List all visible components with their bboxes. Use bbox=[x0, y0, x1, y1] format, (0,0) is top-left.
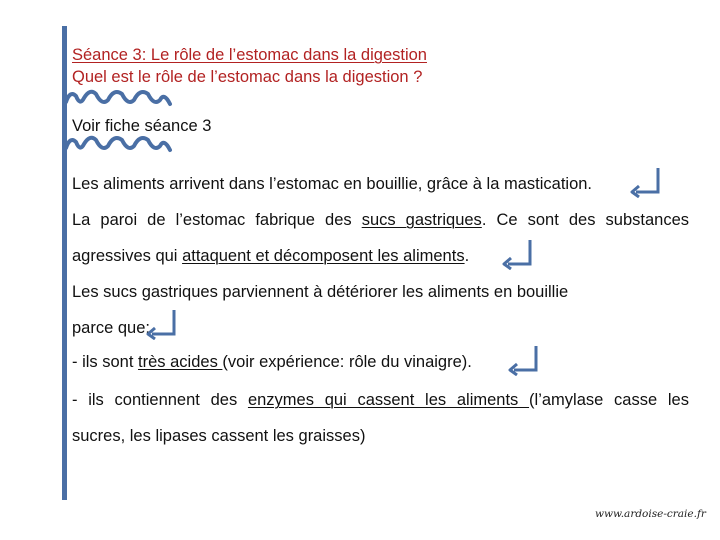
paragraph-7 bbox=[72, 390, 689, 410]
return-arrow-icon bbox=[144, 308, 180, 340]
paragraph-3-end: . bbox=[464, 247, 470, 265]
wave-decoration-bottom bbox=[64, 132, 174, 158]
paragraph-2 bbox=[72, 210, 689, 230]
paragraph-8: sucres, les lipases cassent les graisses) bbox=[72, 427, 366, 445]
paragraph-6 bbox=[72, 352, 472, 372]
paragraph-1: Les aliments arrivent dans l’estomac en bouillie, grâce à la mastication. bbox=[72, 175, 593, 193]
session-question: Quel est le rôle de l’estomac dans la digestion ? bbox=[72, 68, 423, 86]
paragraph-2-text: La paroi de l’estomac fabrique des bbox=[72, 211, 362, 229]
paragraph-2-end: . Ce sont des substances bbox=[481, 211, 689, 229]
wave-decoration-top bbox=[64, 86, 174, 112]
session-title: Séance 3: Le rôle de l’estomac dans la digestion bbox=[72, 46, 427, 64]
page-title bbox=[72, 44, 427, 88]
return-arrow-icon bbox=[628, 166, 664, 198]
voir-fiche-text: Voir fiche séance 3 bbox=[72, 117, 212, 135]
paragraph-7-text: - ils contiennent des bbox=[72, 391, 248, 409]
paragraph-6-text: - ils sont bbox=[72, 353, 139, 371]
paragraph-6-end: (voir expérience: rôle du vinaigre). bbox=[222, 353, 472, 371]
paragraph-7-end: (l’amylase casse les bbox=[529, 391, 689, 409]
sucs-gastriques-term: sucs gastriques bbox=[361, 211, 482, 229]
attaquent-term: attaquent et décomposent les aliments bbox=[182, 247, 465, 265]
source-footer: www.ardoise-craie.fr bbox=[595, 508, 706, 520]
tres-acides-term: très acides bbox=[138, 353, 223, 371]
paragraph-3-text: agressives qui bbox=[72, 247, 183, 265]
return-arrow-icon bbox=[500, 238, 536, 270]
paragraph-4: Les sucs gastriques parviennent à détériorer les aliments en bouillie bbox=[72, 283, 569, 301]
enzymes-term: enzymes qui cassent les aliments bbox=[247, 391, 530, 409]
paragraph-3 bbox=[72, 246, 469, 266]
return-arrow-icon bbox=[506, 344, 542, 376]
paragraph-5: parce que: bbox=[72, 319, 150, 337]
